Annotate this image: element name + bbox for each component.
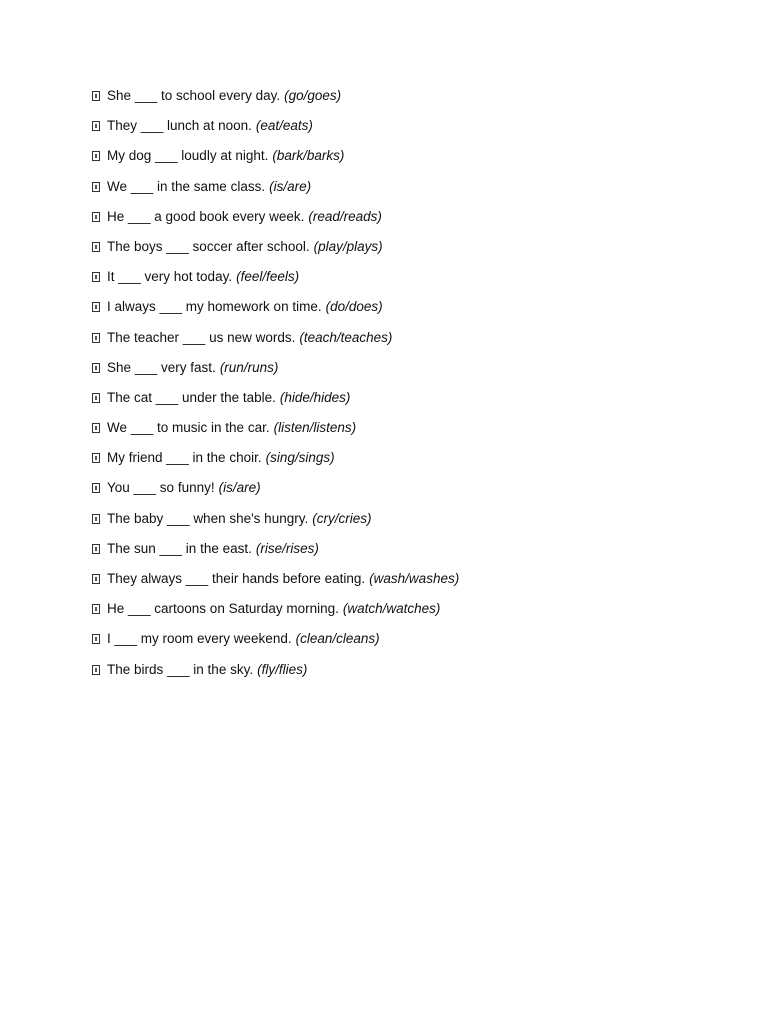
bullet-glyph-icon [92, 514, 100, 524]
list-item [92, 388, 459, 418]
list-item [92, 599, 459, 629]
bullet-glyph-icon [92, 91, 100, 101]
exercise-sentence: I ___ my room every weekend. [107, 631, 292, 647]
bullet-glyph-icon [92, 604, 100, 614]
bullet-glyph-icon [92, 151, 100, 161]
exercise-sentence: My friend ___ in the choir. [107, 450, 262, 466]
bullet-glyph-icon [92, 121, 100, 131]
bullet-glyph-icon [92, 453, 100, 463]
exercise-hint: (go/goes) [284, 88, 342, 103]
bullet-glyph-icon [92, 544, 100, 554]
bullet-glyph-icon [92, 302, 100, 312]
bullet-glyph-icon [92, 182, 100, 192]
bullet-glyph-icon [92, 393, 100, 403]
exercise-sentence: We ___ in the same class. [107, 178, 266, 194]
exercise-hint: (cry/cries) [312, 510, 372, 526]
exercise-sentence: You ___ so funny! [107, 480, 215, 496]
exercise-sentence: We ___ to music in the car. [107, 420, 270, 436]
list-item [92, 297, 459, 327]
exercise-sentence: The baby ___ when she's hungry. [107, 510, 309, 526]
exercise-hint: (run/runs) [219, 359, 279, 375]
list-item [92, 177, 459, 207]
exercise-hint: (feel/feels) [236, 269, 300, 285]
bullet-glyph-icon [92, 212, 100, 222]
exercise-sentence: They ___ lunch at noon. [107, 118, 252, 134]
bullet-glyph-icon [92, 483, 100, 493]
bullet-glyph-icon [92, 665, 100, 675]
exercise-hint: (play/plays) [313, 238, 383, 254]
exercise-list [92, 86, 459, 690]
exercise-hint: (rise/rises) [255, 540, 319, 556]
bullet-glyph-icon [92, 242, 100, 252]
list-item [92, 418, 459, 448]
exercise-hint: (wash/washes) [369, 571, 460, 586]
exercise-sentence: The sun ___ in the east. [107, 540, 252, 556]
exercise-sentence: I always ___ my homework on time. [107, 299, 322, 315]
list-item [92, 86, 459, 116]
bullet-glyph-icon [92, 333, 100, 343]
list-item [92, 539, 459, 569]
exercise-hint: (bark/barks) [272, 148, 345, 164]
bullet-glyph-icon [92, 363, 100, 373]
exercise-hint: (listen/listens) [273, 420, 357, 436]
list-item [92, 478, 459, 508]
exercise-hint: (teach/teaches) [299, 329, 393, 345]
exercise-sentence: She ___ very fast. [107, 359, 216, 375]
exercise-sentence: The birds ___ in the sky. [107, 661, 254, 677]
list-item [92, 358, 459, 388]
exercise-sentence: The cat ___ under the table. [107, 389, 276, 405]
list-item [92, 509, 459, 539]
list-item [92, 328, 459, 358]
exercise-sentence: They always ___ their hands before eating. [107, 571, 366, 586]
list-item [92, 237, 459, 267]
bullet-glyph-icon [92, 634, 100, 644]
exercise-hint: (clean/cleans) [295, 631, 380, 647]
exercise-sentence: My dog ___ loudly at night. [107, 148, 269, 164]
bullet-glyph-icon [92, 272, 100, 282]
list-item [92, 146, 459, 176]
exercise-sentence: The teacher ___ us new words. [107, 329, 296, 345]
exercise-hint: (is/are) [269, 178, 312, 194]
exercise-sentence: He ___ a good book every week. [107, 208, 305, 224]
exercise-sentence: He ___ cartoons on Saturday morning. [107, 601, 339, 617]
exercise-hint: (is/are) [218, 480, 261, 496]
exercise-hint: (hide/hides) [279, 389, 351, 405]
exercise-hint: (do/does) [325, 299, 383, 315]
exercise-sentence: It ___ very hot today. [107, 269, 233, 285]
exercise-sentence: She ___ to school every day. [107, 88, 281, 103]
bullet-glyph-icon [92, 423, 100, 433]
list-item [92, 267, 459, 297]
list-item [92, 660, 459, 690]
list-item [92, 629, 459, 659]
list-item [92, 116, 459, 146]
list-item [92, 569, 459, 599]
exercise-sentence: The boys ___ soccer after school. [107, 238, 310, 254]
exercise-hint: (read/reads) [308, 208, 382, 224]
bullet-glyph-icon [92, 574, 100, 584]
exercise-hint: (eat/eats) [255, 118, 313, 134]
exercise-hint: (fly/flies) [257, 661, 308, 677]
list-item [92, 448, 459, 478]
exercise-hint: (sing/sings) [265, 450, 335, 466]
list-item [92, 207, 459, 237]
exercise-hint: (watch/watches) [342, 601, 441, 617]
